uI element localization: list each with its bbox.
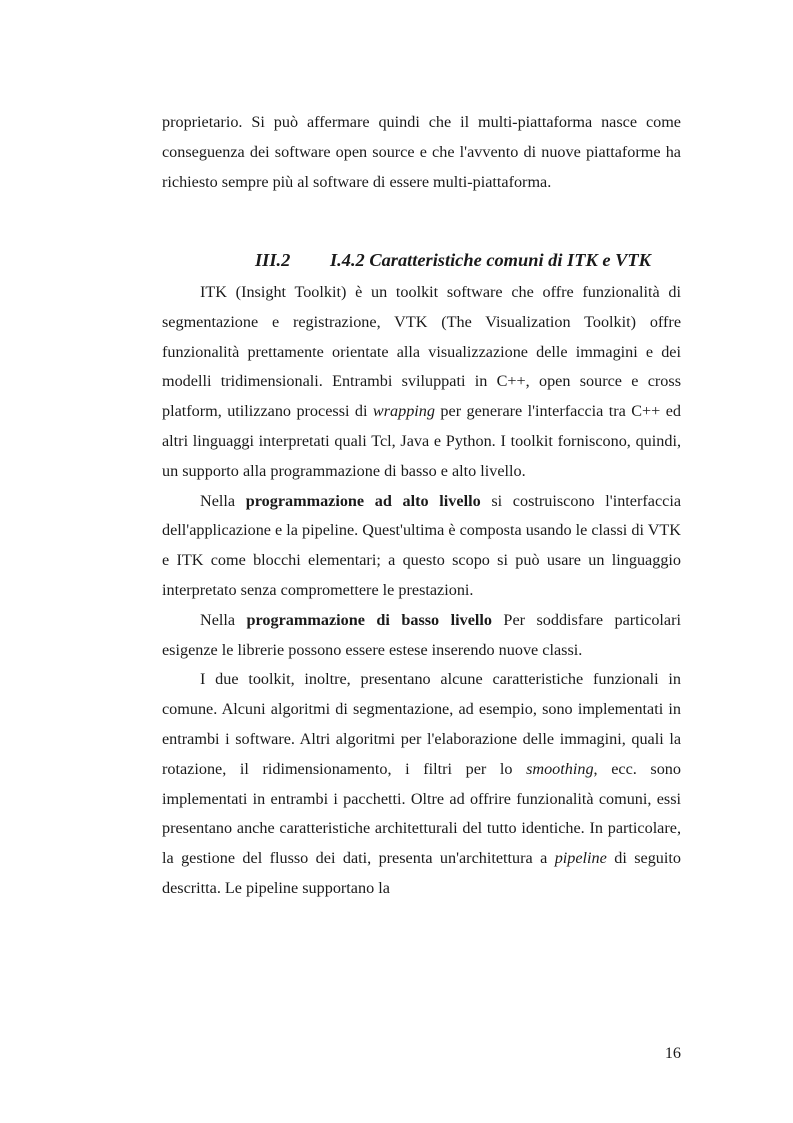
- paragraph-3-lead: Nella: [200, 610, 247, 629]
- section-title: I.4.2 Caratteristiche comuni di ITK e VTK: [330, 250, 651, 270]
- paragraph-high-level-programming: [162, 487, 681, 606]
- paragraph-3-rest: Per soddisfare particolari esigenze le librerie possono essere estese inserendo nuove classi.: [162, 610, 681, 659]
- low-level-term: programmazione di basso livello: [246, 610, 492, 629]
- paragraph-low-level-programming: [162, 606, 681, 666]
- paragraph-2-lead: Nella: [200, 491, 246, 510]
- pipeline-term: pipeline: [554, 849, 607, 868]
- paragraph-1-text-a: ITK (Insight Toolkit) è un toolkit software che offre funzionalità di segmentazione e registrazione, VTK (The Visualization Toolkit) offre funzionalità prettamente orientate alla visualizzazione delle immagini e dei modelli tridimensionali. Entrambi sviluppati in C++, open source e cross platform, utilizzano processi di: [162, 283, 681, 421]
- paragraph-4-part-3: di seguito descritta. Le pipeline supportano la: [162, 849, 681, 897]
- section-number: III.2: [255, 250, 291, 270]
- paragraph-2-rest: si costruiscono l'interfaccia dell'applicazione e la pipeline. Quest'ultima è composta usando le classi di VTK e ITK come blocchi elementari; a questo scopo si può usare un linguaggio interpretato senza compromettere le prestazioni.: [162, 491, 682, 599]
- intro-paragraph: [162, 108, 681, 197]
- paragraph-common-features: [162, 665, 681, 903]
- paragraph-1-text-b: per generare l'interfaccia tra C++ ed altri linguaggi interpretati quali Tcl, Java e Python. I toolkit forniscono, quindi, un supporto alla programmazione di basso e alto livello.: [162, 402, 681, 480]
- intro-paragraph-text: proprietario. Si può affermare quindi che il multi-piattaforma nasce come conseguenza dei software open source e che l'avvento di nuove piattaforme ha richiesto sempre più al software di essere multi-piattaforma.: [162, 113, 681, 191]
- page-number: 16: [664, 1044, 681, 1062]
- paragraph-itk-vtk-overview: [162, 278, 681, 487]
- paragraph-4-part-2: , ecc. sono implementati in entrambi i pacchetti. Oltre ad offrire funzionalità comuni, essi presentano anche caratteristiche architetturali del tutto identiche. In particolare, la gestione del flusso dei dati, presenta un'architettura a: [162, 759, 681, 868]
- high-level-term: programmazione ad alto livello: [245, 491, 481, 510]
- smoothing-term: smoothing: [526, 759, 594, 778]
- wrapping-term: wrapping: [372, 402, 435, 421]
- paragraph-4-part-1: I due toolkit, inoltre, presentano alcune caratteristiche funzionali in comune. Alcuni algoritmi di segmentazione, ad esempio, sono implementati in entrambi i software. Altri algoritmi per l'elaborazione delle immagini, quali la rotazione, il ridimensionamento, i filtri per lo: [162, 670, 681, 778]
- section-body: [162, 278, 681, 904]
